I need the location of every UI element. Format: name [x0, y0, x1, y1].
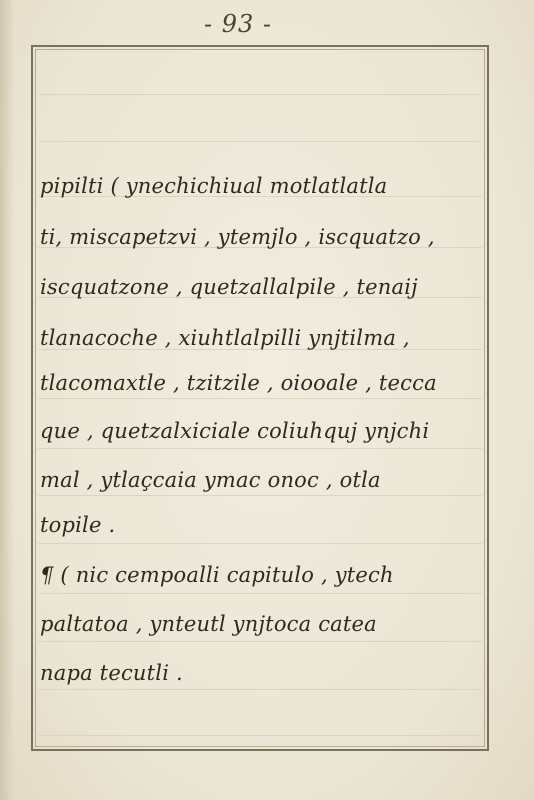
manuscript-line-7: mal , ytlaçcaia ymac onoc , otla	[40, 468, 381, 492]
binding-shadow	[0, 0, 14, 800]
manuscript-line-8: topile .	[40, 513, 116, 537]
ruled-line	[38, 735, 482, 736]
manuscript-line-2: ti, miscapetzvi , ytemjlo , iscquatzo ,	[40, 225, 435, 249]
manuscript-line-10: paltatoa , ynteutl ynjtoca catea	[40, 612, 377, 636]
ruled-line	[38, 141, 482, 142]
manuscript-line-11: napa tecutli .	[40, 661, 183, 685]
manuscript-line-3: iscquatzone , quetzallalpile , tenaij	[40, 275, 418, 299]
manuscript-line-6: que , quetzalxiciale coliuhquj ynjchi	[40, 419, 430, 443]
manuscript-line-9: ¶ ( nic cempoalli capitulo , ytech	[40, 563, 394, 587]
page-number: - 93 -	[203, 10, 272, 38]
manuscript-line-1: pipilti ( ynechichiual motlatlatla	[40, 174, 388, 198]
manuscript-line-5: tlacomaxtle , tzitzile , oiooale , tecca	[40, 371, 437, 395]
manuscript-line-4: tlanacoche , xiuhtlalpilli ynjtilma ,	[40, 326, 410, 350]
ruled-line	[38, 94, 482, 95]
